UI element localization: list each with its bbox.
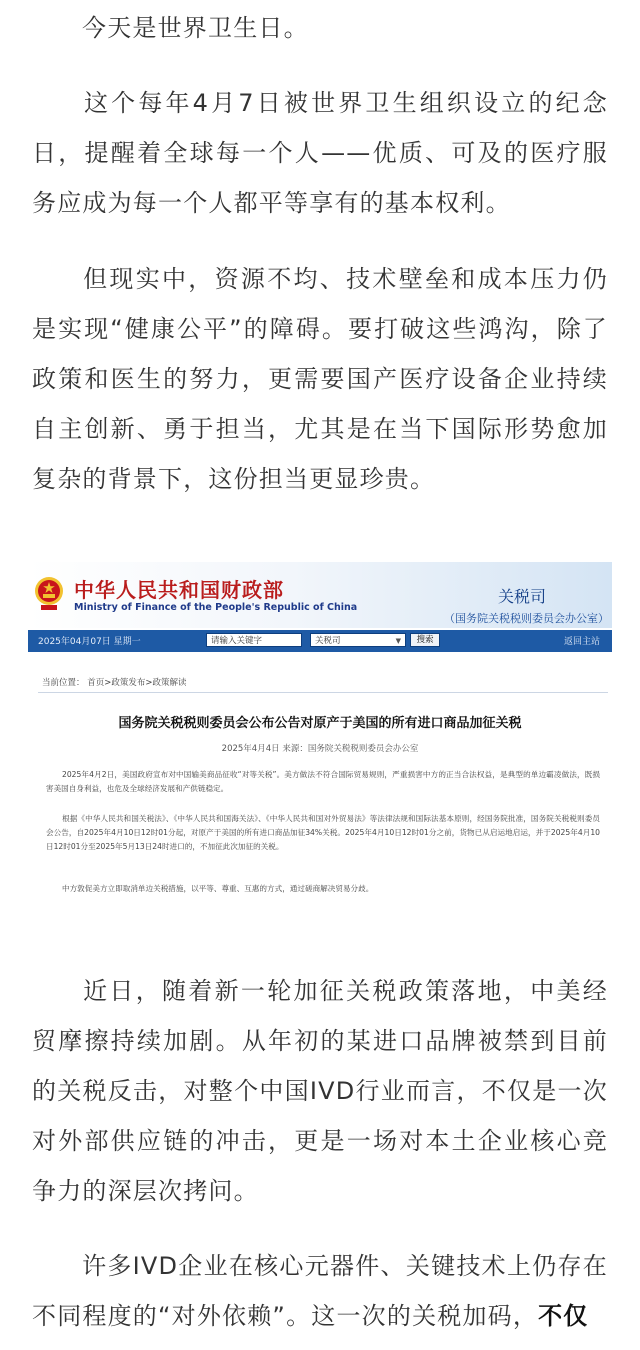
department-subtitle: （国务院关税税则委员会办公室） xyxy=(444,612,609,625)
department-name: 关税司 xyxy=(498,587,547,606)
search-input[interactable]: 请输入关键字 xyxy=(206,633,302,647)
paragraph-3: 但现实中，资源不均、技术壁垒和成本压力仍是实现“健康公平”的障碍。要打破这些鸿沟，除了政策和医生的努力，更需要国产医疗设备企业持续自主创新、勇于担当，尤其是在当下国际形势愈加复杂的背景下，这份担当更显珍贵。 xyxy=(32,265,608,493)
embedded-screenshot xyxy=(28,562,612,914)
article-paragraph-3: 中方敦促美方立即取消单边关税措施，以平等、尊重、互惠的方式，通过磋商解决贸易分歧。 xyxy=(62,884,374,893)
home-link[interactable]: 返回主站 xyxy=(563,637,600,647)
article-title: 国务院关税税则委员会公布公告对原产于美国的所有进口商品加征关税 xyxy=(118,716,522,731)
divider xyxy=(38,692,608,693)
nav-date: 2025年04月07日 星期一 xyxy=(38,637,141,647)
article-meta: 2025年4月4日 来源：国务院关税税则委员会办公室 xyxy=(221,744,419,754)
paragraph-1: 今天是世界卫生日。 xyxy=(82,14,309,42)
search-button[interactable]: 搜索 xyxy=(410,633,440,647)
department-select-value: 关税司 xyxy=(315,636,341,646)
site-nav-bar xyxy=(28,630,612,652)
article-paragraph-1: 2025年4月2日，美国政府宣布对中国输美商品征收“对等关税”。美方做法不符合国际贸易规则，严重损害中方的正当合法权益，是典型的单边霸凌做法，既损害美国自身利益，也危及全球经济发展和产供链稳定。 xyxy=(46,770,600,793)
site-title-en: Ministry of Finance of the People's Republic of China xyxy=(74,602,358,613)
department-select[interactable] xyxy=(310,633,406,647)
article-paragraph-2: 根据《中华人民共和国关税法》、《中华人民共和国海关法》、《中华人民共和国对外贸易法》等法律法规和国际法基本原则，经国务院批准，国务院关税税则委员会公告，自2025年4月10日12时01分起，对原产于美国的所有进口商品加征34%关税。2025年4月10日12时01分之前，货物已从启运地启运，并于2025年4月10日12时01分至2025年5月13日24时进口的，不加征此次加征的关税。 xyxy=(46,814,600,851)
paragraph-2: 这个每年4月7日被世界卫生组织设立的纪念日，提醒着全球每一个人——优质、可及的医疗服务应成为每一个人都平等享有的基本权利。 xyxy=(32,89,608,217)
chevron-down-icon: ▼ xyxy=(395,637,401,645)
site-header xyxy=(28,562,612,628)
screenshot-fade xyxy=(28,898,612,914)
paragraph-4: 近日，随着新一轮加征关税政策落地，中美经贸摩擦持续加剧。从年初的某进口品牌被禁到目前的关税反击，对整个中国IVD行业而言，不仅是一次对外部供应链的冲击，更是一场对本土企业核心竞争力的深层次拷问。 xyxy=(32,977,608,1205)
breadcrumb: 当前位置： 首页>政策发布>政策解读 xyxy=(42,678,187,688)
national-emblem-icon xyxy=(34,574,64,612)
site-title-cn: 中华人民共和国财政部 xyxy=(74,578,284,602)
paragraph-5: 许多IVD企业在核心元器件、关键技术上仍存在不同程度的“对外依赖”。这一次的关税加码，不仅 xyxy=(32,1252,608,1330)
bold-emphasis: 不仅 xyxy=(538,1302,589,1330)
